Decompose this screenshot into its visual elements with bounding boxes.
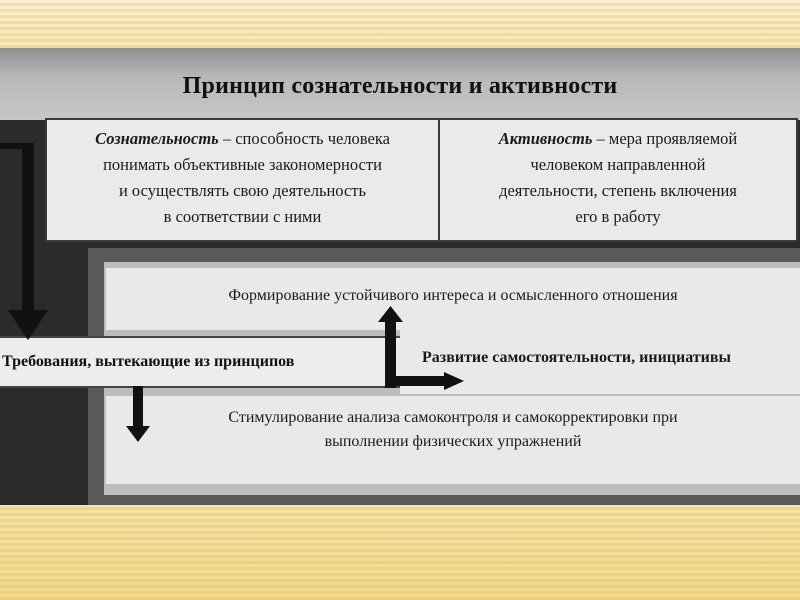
down-arrow-head [126, 426, 150, 442]
requirement-independence-text: Развитие самостоятельности, инициативы [422, 349, 732, 366]
diagram-title: Принцип сознательности и активности [182, 73, 618, 99]
right-arrow-shaft [385, 376, 447, 386]
requirement-interest-text: Формирование устойчивого интереса и осмысленного отношения [228, 287, 678, 304]
up-arrow-head [378, 306, 403, 322]
requirement-self-control-line: Стимулирование анализа самоконтроля и самокорректировки при [228, 409, 678, 426]
left-down-arrow-head [8, 310, 48, 340]
activity-term: Активность [498, 129, 593, 148]
requirement-self-control-line: выполнении физических упражнений [324, 433, 582, 450]
connector-arrows [0, 48, 800, 505]
consciousness-definition-line: в соответствии с ними [163, 207, 322, 226]
activity-definition-line: его в работу [575, 207, 661, 226]
consciousness-term: Сознательность [95, 129, 219, 148]
consciousness-definition-line: понимать объективные закономерности [103, 155, 382, 174]
right-arrow-head [444, 372, 464, 390]
consciousness-definition-line: – способность человека [218, 129, 390, 148]
activity-definition-line: – мера проявляемой [592, 129, 738, 148]
decorative-top-band [0, 0, 800, 48]
activity-definition-line: человеком направленной [530, 155, 706, 174]
requirements-label: Требования, вытекающие из принципов [2, 353, 295, 370]
activity-definition-line: деятельности, степень включения [499, 181, 737, 200]
decorative-bottom-band [0, 505, 800, 600]
down-arrow-shaft [133, 386, 143, 428]
diagram-photo [0, 48, 800, 505]
consciousness-definition-line: и осуществлять свою деятельность [118, 181, 367, 200]
left-down-arrow-shaft [22, 143, 34, 313]
